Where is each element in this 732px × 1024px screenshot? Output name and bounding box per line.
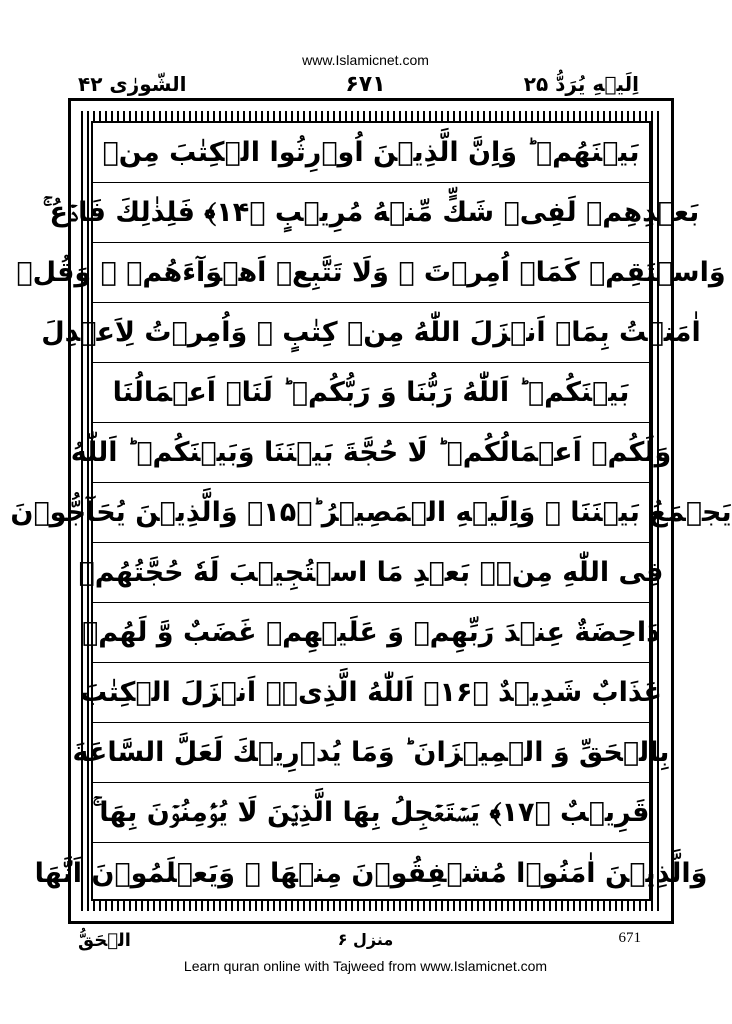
text-line-10: عَذَابٌ شَدِيۡدٌ ﴿۱۶﴾ اَللّٰهُ الَّذِىۡۤ اَنۡزَلَ الۡكِتٰبَ: [93, 663, 649, 723]
decorative-border: [10, 98, 732, 924]
text-line-13: وَالَّذِيۡنَ اٰمَنُوۡا مُشۡفِقُوۡنَ مِنۡهَا ۙ وَيَعۡلَمُوۡنَ اَنَّهَا: [34, 857, 708, 889]
text-line-6: وَلَكُمۡ اَعۡمَالُكُمۡ ؕ لَا حُجَّةَ بَيۡنَنَا وَبَيۡنَكُمۡ ؕ اَللّٰهُ: [93, 423, 649, 483]
text-line-2: بَعۡدِهِمۡ لَفِىۡ شَكٍّ مِّنۡهُ مُرِيۡبٍ ﴿۱۴﴾ فَلِذٰلِكَ فَادۡعُ ۚ: [93, 183, 649, 243]
next-page-word: الۡحَقُّ: [78, 930, 131, 951]
site-url[interactable]: www.Islamicnet.com: [302, 52, 429, 68]
text-line-5: بَيۡنَكُمۡ ؕ اَللّٰهُ رَبُّنَا وَ رَبُّكُمۡ ؕ لَنَاۤ اَعۡمَالُنَا: [93, 363, 649, 423]
text-line-9: دَاحِضَةٌ عِنۡدَ رَبِّهِمۡ وَ عَلَيۡهِمۡ غَضَبٌ وَّ لَهُمۡ: [93, 603, 649, 663]
promo-link[interactable]: Learn quran online with Tajweed from www.Islamicnet.com: [183, 958, 548, 974]
text-line-4: اٰمَنۡتُ بِمَاۤ اَنۡزَلَ اللّٰهُ مِنۡ كِتٰبٍ ۚ وَاُمِرۡتُ لِاَعۡدِلَ: [93, 303, 649, 363]
juz-name-header: اِلَیۡهِ یُرَدُّ ۲۵: [523, 72, 639, 96]
quran-text-area: [10, 121, 732, 901]
surah-name-header: الشّورٰى ۴۲: [78, 72, 187, 96]
text-line-12: قَرِيۡبٌ ﴿۱۷﴾ يَسۡتَعۡجِلُ بِهَا الَّذِيۡنَ لَا يُؤۡمِنُوۡنَ بِهَا ۚ: [93, 783, 649, 843]
page-number: 671: [618, 930, 641, 946]
text-line-7: يَجۡمَعُ بَيۡنَنَا ۚ وَاِلَيۡهِ الۡمَصِيۡرُ ؕ﴿۱۵﴾ وَالَّذِيۡنَ يُحَآجُّوۡنَ: [93, 483, 649, 543]
page-number-arabic: ۶۷۱: [345, 72, 386, 97]
text-line-1: بَيۡنَهُمۡ ؕ وَاِنَّ الَّذِيۡنَ اُوۡرِثُوا الۡكِتٰبَ مِنۡ: [93, 123, 649, 183]
text-line-8: فِى اللّٰهِ مِنۡۢ بَعۡدِ مَا اسۡتُجِيۡبَ لَهٗ حُجَّتُهُمۡ: [93, 543, 649, 603]
text-line-11: بِالۡحَقِّ وَ الۡمِيۡزَانَ ؕ وَمَا يُدۡرِيۡكَ لَعَلَّ السَّاعَةَ: [93, 723, 649, 783]
text-line-3: وَاسۡتَقِمۡ كَمَاۤ اُمِرۡتَ ۚ وَلَا تَتَّبِعۡ اَهۡوَآءَهُمۡ ۚ وَقُلۡ: [93, 243, 649, 303]
manzil-label: منزل ۶: [337, 930, 394, 949]
